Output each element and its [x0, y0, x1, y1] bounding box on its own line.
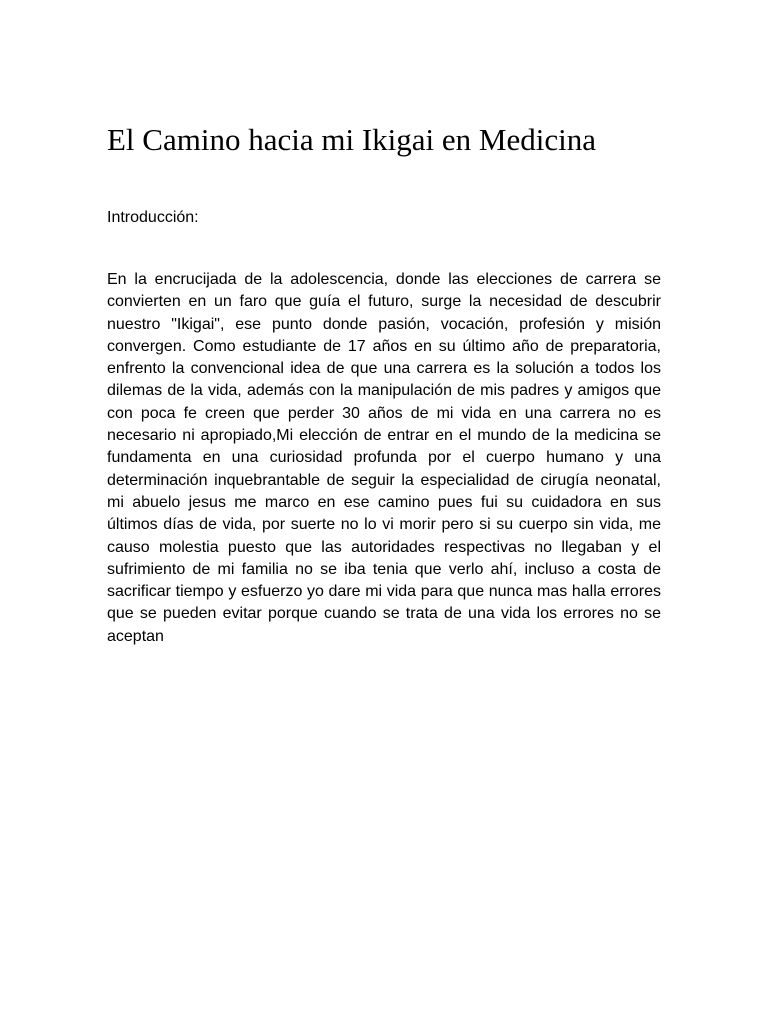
section-heading: Introducción:: [107, 209, 199, 226]
body-paragraph: En la encrucijada de la adolescencia, donde las elecciones de carrera se convierten en un faro que guía el futuro, surge la necesidad de descubrir nuestro "Ikigai", ese punto donde pasión, vocación, profesión y misión convergen. Como estudiante de 17 años en su último año de preparatoria, enfrento la convencional idea de que una carrera es la solución a todos los dilemas de la vida, además con la manipulación de mis padres y amigos que con poca fe creen que perder 30 años de mi vida en una carrera no es necesario ni apropiado,Mi elección de entrar en el mundo de la medicina se fundamenta en una curiosidad profunda por el cuerpo humano y una determinación inquebrantable de seguir la especialidad de cirugía neonatal, mi abuelo jesus me marco en ese camino pues fui su cuidadora en sus últimos días de vida, por suerte no lo vi morir pero si su cuerpo sin vida, me causo molestia puesto que las autoridades respectivas no llegaban y el sufrimiento de mi familia no se iba tenia que verlo ahí, incluso a costa de sacrificar tiempo y esfuerzo yo dare mi vida para que nunca mas halla errores que se pueden evitar porque cuando se trata de una vida los errores no se aceptan: [107, 271, 661, 645]
document-title: El Camino hacia mi Ikigai en Medicina: [107, 122, 596, 157]
